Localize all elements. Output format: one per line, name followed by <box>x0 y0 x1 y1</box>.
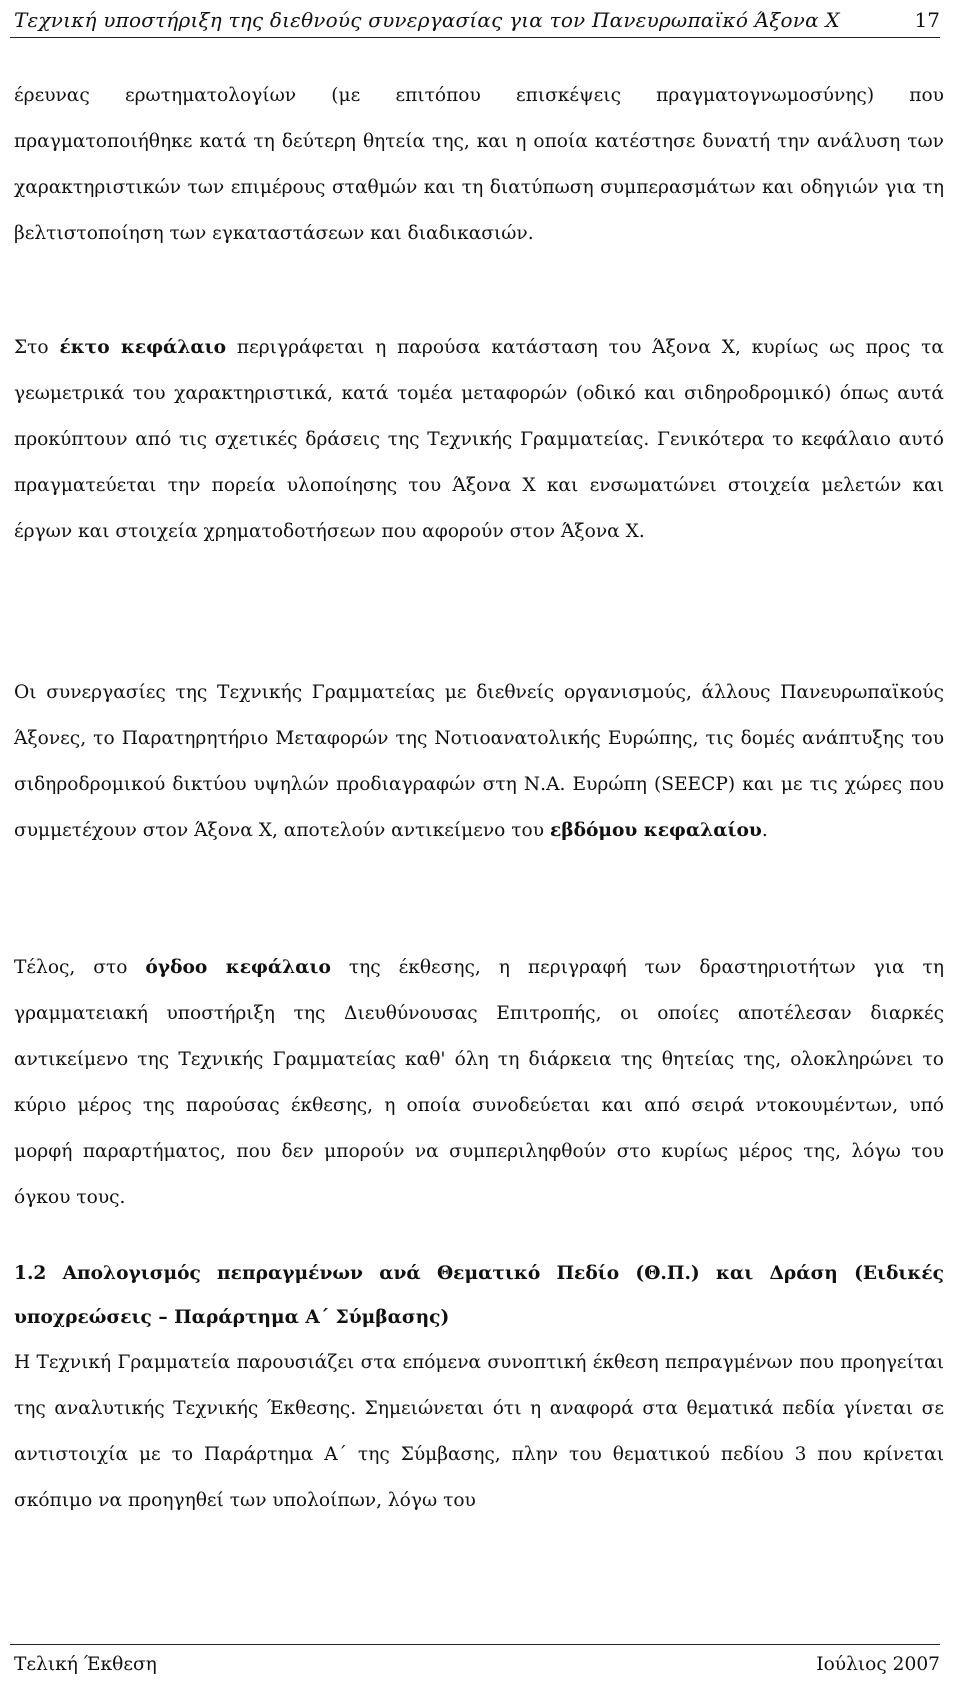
paragraph-chapter-eight <box>14 945 944 1221</box>
text-run: Τέλος, στο <box>14 957 146 978</box>
header-title: Τεχνική υποστήριξη της διεθνούς συνεργασίας για τον Πανευρωπαϊκό Άξονα Χ <box>14 8 840 32</box>
text-run: Στο <box>14 337 60 358</box>
page-footer <box>10 1644 940 1684</box>
footer-divider <box>10 1644 940 1645</box>
footer-document-type: Τελική Έκθεση <box>14 1654 157 1675</box>
page-header <box>10 6 940 36</box>
header-divider <box>10 37 940 38</box>
bold-term: όγδοο κεφάλαιο <box>145 957 331 978</box>
text-run: της έκθεσης, η περιγραφή των δραστηριοτήτων για τη γραμματειακή υποστήριξη της Διευθύνουσας Επιτροπής, οι οποίες αποτέλεσαν διαρκές αντικείμενο της Τεχνικής Γραμματείας καθ' όλη τη διάρκεια της θητείας της, ολοκληρώνει το κύριο μέρος της παρούσας έκθεσης, η οποία συνοδεύεται και από σειρά ντοκουμέντων, υπό μορφή παραρτήματος, που δεν μπορούν να συμπεριληφθούν στο κυρίως μέρος της, λόγω του όγκου τους. <box>14 957 944 1208</box>
paragraph-text: Η Τεχνική Γραμματεία παρουσιάζει στα επόμενα συνοπτική έκθεση πεπραγμένων που προηγείται της αναλυτικής Τεχνικής Έκθεσης. Σημειώνεται ότι η αναφορά στα θεματικά πεδία γίνεται σε αντιστοιχία με το Παράρτημα Α΄ της Σύμβασης, πλην του θεματικού πεδίου 3 που κρίνεται σκόπιμο να προηγηθεί των υπολοίπων, λόγω του <box>14 1352 944 1511</box>
paragraph-summary <box>14 1340 944 1524</box>
text-run: Οι συνεργασίες της Τεχνικής Γραμματείας με διεθνείς οργανισμούς, άλλους Πανευρωπαϊκούς Άξονες, το Παρατηρητήριο Μεταφορών της Νοτιοανατολικής Ευρώπης, τις δομές ανάπτυξης του σιδηροδρομικού δικτύου υψηλών προδιαγραφών στη Ν.Α. Ευρώπη (SEECP) και με τις χώρες που συμμετέχουν στον Άξονα Χ, αποτελούν αντικείμενο του <box>14 682 944 841</box>
section-heading-text <box>14 1252 944 1340</box>
text-run: περιγράφεται η παρούσα κατάσταση του Άξονα Χ, κυρίως ως προς τα γεωμετρικά του χαρακτηριστικά, κατά τομέα μεταφορών (οδικό και σιδηροδρομικό) όπως αυτά προκύπτουν από τις σχετικές δράσεις της Τεχνικής Γραμματείας. Γενικότερα το κεφάλαιο αυτό πραγματεύεται την πορεία υλοποίησης του Άξονα Χ και ενσωματώνει στοιχεία μελετών και έργων και στοιχεία χρηματοδοτήσεων που αφορούν στον Άξονα Χ. <box>14 337 944 542</box>
paragraph-chapter-six <box>14 325 944 555</box>
page-number: 17 <box>914 8 940 32</box>
section-title: 1.2 Απολογισμός πεπραγμένων ανά Θεματικό Πεδίο (Θ.Π.) και Δράση (Ειδικές υποχρεώσεις – Παράρτημα Α΄ Σύμβασης) <box>14 1263 944 1328</box>
bold-term: έκτο κεφάλαιο <box>59 337 227 358</box>
paragraph-text: έρευνας ερωτηματολογίων (με επιτόπου επισκέψεις πραγματογνωμοσύνης) που πραγματοποιήθηκε κατά τη δεύτερη θητεία της, και η οποία κατέστησε δυνατή την ανάλυση των χαρακτηριστικών των επιμέρους σταθμών και τη διατύπωση συμπερασμάτων και οδηγιών για τη βελτιστοποίηση των εγκαταστάσεων και διαδικασιών. <box>14 85 944 244</box>
text-run: . <box>761 820 768 841</box>
section-heading <box>14 1252 944 1340</box>
paragraph-text <box>14 945 944 1221</box>
bold-term: εβδόμου κεφαλαίου <box>549 820 762 841</box>
paragraph-text <box>14 325 944 555</box>
paragraph-chapter-seven <box>14 670 944 854</box>
footer-date: Ιούλιος 2007 <box>816 1654 940 1675</box>
paragraph-text <box>14 670 944 854</box>
paragraph-survey <box>14 73 944 257</box>
